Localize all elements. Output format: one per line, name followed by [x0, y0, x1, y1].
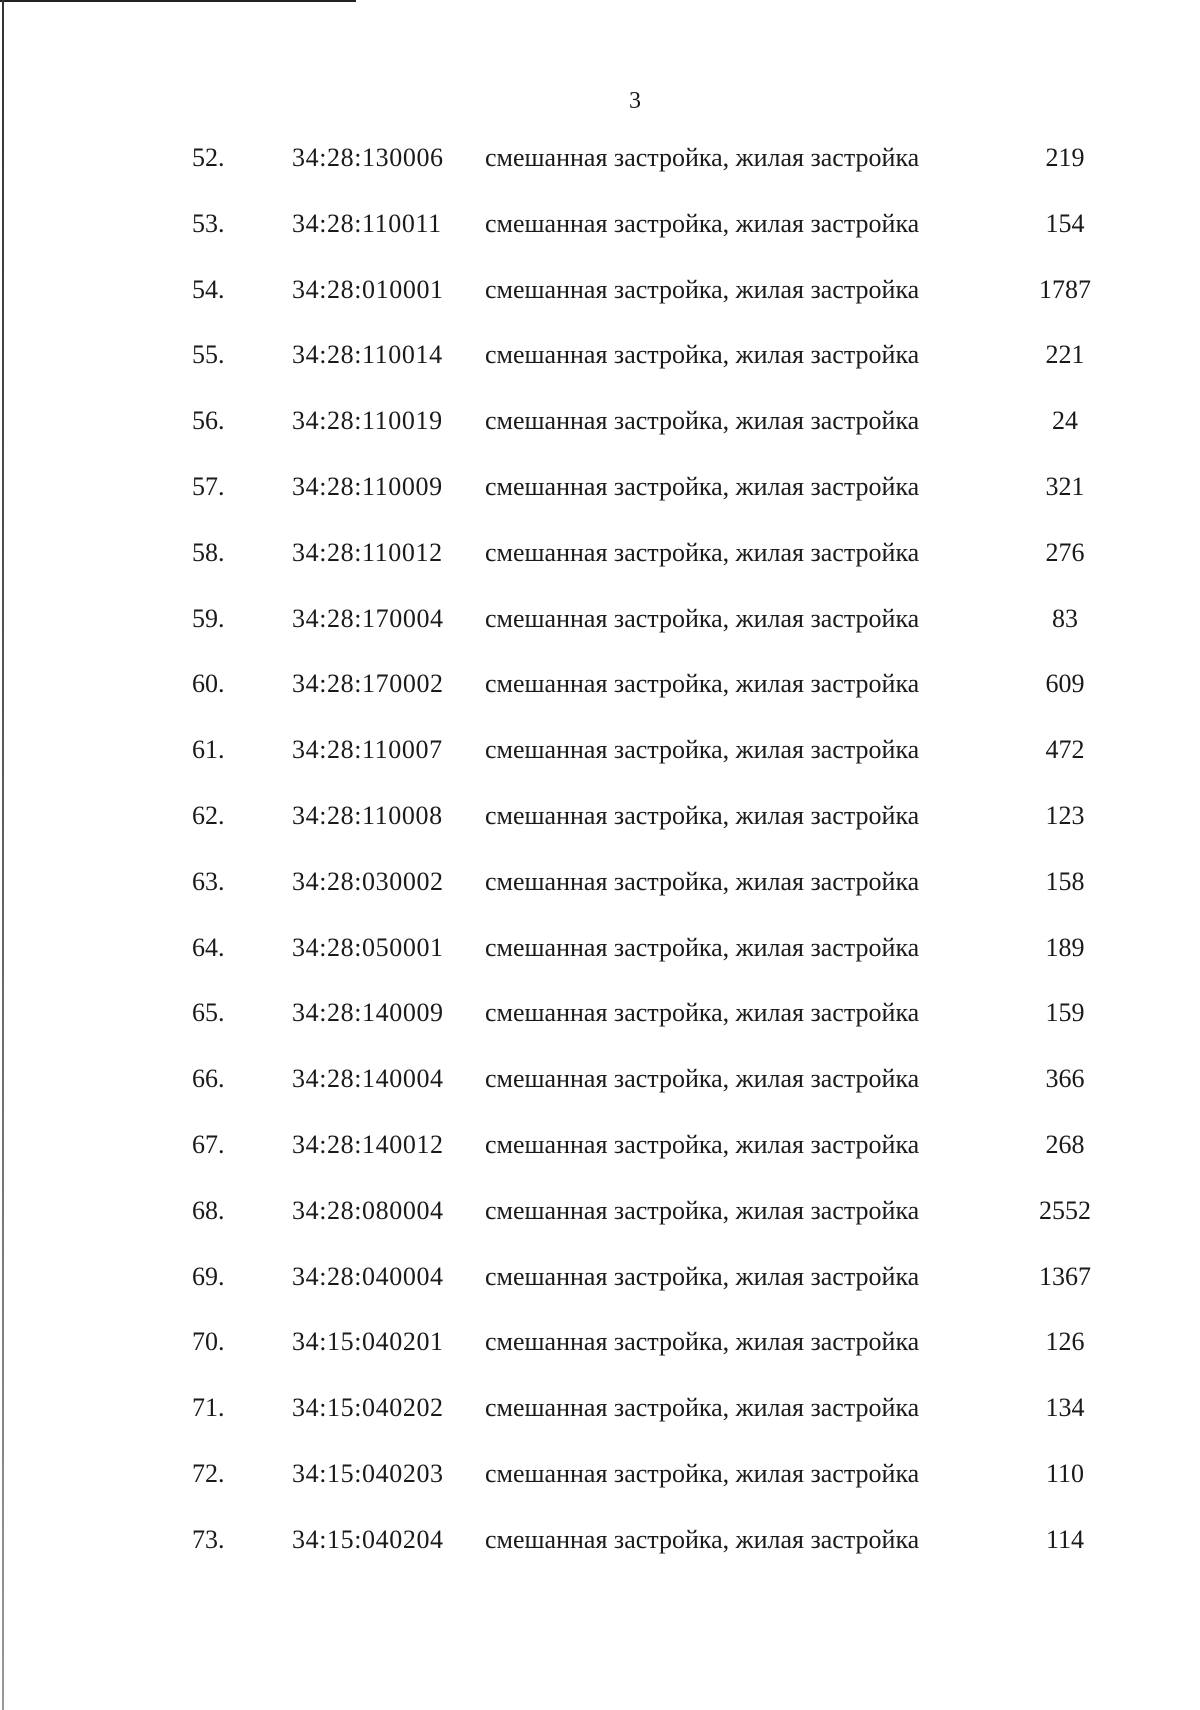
table-row: [0, 1456, 1200, 1522]
table-row: [0, 1193, 1200, 1259]
zone-description: смешанная застройка, жилая застройка: [485, 340, 920, 370]
table-row: [0, 1259, 1200, 1325]
area-value: 221: [1045, 340, 1085, 370]
table-row: [0, 995, 1200, 1061]
top-rule: [0, 0, 356, 2]
zone-description: смешанная застройка, жилая застройка: [485, 932, 920, 962]
area-value: 114: [1045, 1524, 1085, 1554]
cadastral-code: 34:28:030002: [292, 866, 444, 896]
zone-description: смешанная застройка, жилая застройка: [485, 1261, 920, 1291]
table-row: [0, 1324, 1200, 1390]
cadastral-code: 34:15:040204: [292, 1524, 444, 1554]
zone-description: смешанная застройка, жилая застройка: [485, 471, 920, 501]
cadastral-code: 34:28:110007: [292, 735, 443, 765]
cadastral-code: 34:28:110014: [292, 340, 443, 370]
area-value: 126: [1045, 1327, 1085, 1357]
cadastral-code: 34:28:130006: [292, 143, 444, 172]
cadastral-code: 34:28:170004: [292, 603, 444, 633]
cadastral-code: 34:28:080004: [292, 1195, 444, 1225]
area-value: 219: [1045, 143, 1085, 172]
row-number: 72.: [192, 1458, 225, 1488]
table-row: [0, 1522, 1200, 1588]
cadastral-code: 34:28:140009: [292, 998, 444, 1028]
cadastral-code: 34:28:110009: [292, 471, 443, 501]
zone-description: смешанная застройка, жилая застройка: [485, 669, 920, 699]
area-value: 24: [1052, 406, 1078, 436]
cadastral-table: [0, 140, 1200, 1588]
table-row: [0, 140, 1200, 206]
table-row: [0, 272, 1200, 338]
cadastral-code: 34:15:040202: [292, 1393, 444, 1423]
zone-description: смешанная застройка, жилая застройка: [485, 143, 920, 172]
area-value: 83: [1052, 603, 1078, 633]
row-number: 67.: [192, 1129, 225, 1159]
zone-description: смешанная застройка, жилая застройка: [485, 998, 920, 1028]
zone-description: смешанная застройка, жилая застройка: [485, 1524, 920, 1554]
table-row: [0, 798, 1200, 864]
area-value: 1787: [1039, 274, 1091, 304]
zone-description: смешанная застройка, жилая застройка: [485, 1064, 920, 1094]
row-number: 69.: [192, 1261, 225, 1291]
row-number: 53.: [192, 208, 225, 238]
area-value: 123: [1045, 800, 1085, 830]
row-number: 68.: [192, 1195, 225, 1225]
row-number: 56.: [192, 406, 225, 436]
row-number: 54.: [192, 274, 225, 304]
cadastral-code: 34:15:040201: [292, 1327, 444, 1357]
table-row: [0, 469, 1200, 535]
zone-description: смешанная застройка, жилая застройка: [485, 1458, 920, 1488]
row-number: 65.: [192, 998, 225, 1028]
table-row: [0, 601, 1200, 667]
zone-description: смешанная застройка, жилая застройка: [485, 603, 920, 633]
row-number: 70.: [192, 1327, 225, 1357]
table-row: [0, 930, 1200, 996]
cadastral-code: 34:28:140012: [292, 1129, 444, 1159]
cadastral-code: 34:28:110008: [292, 800, 443, 830]
area-value: 1367: [1039, 1261, 1091, 1291]
table-row: [0, 337, 1200, 403]
area-value: 154: [1045, 208, 1085, 238]
zone-description: смешанная застройка, жилая застройка: [485, 1129, 920, 1159]
page-number: 3: [629, 88, 641, 114]
area-value: 2552: [1039, 1195, 1091, 1225]
row-number: 55.: [192, 340, 225, 370]
table-row: [0, 864, 1200, 930]
cadastral-code: 34:15:040203: [292, 1458, 444, 1488]
area-value: 159: [1045, 998, 1085, 1028]
row-number: 60.: [192, 669, 225, 699]
area-value: 366: [1045, 1064, 1085, 1094]
area-value: 321: [1045, 471, 1085, 501]
cadastral-code: 34:28:110012: [292, 537, 443, 567]
row-number: 61.: [192, 735, 225, 765]
zone-description: смешанная застройка, жилая застройка: [485, 1327, 920, 1357]
table-row: [0, 666, 1200, 732]
area-value: 110: [1045, 1458, 1085, 1488]
zone-description: смешанная застройка, жилая застройка: [485, 274, 920, 304]
table-row: [0, 1127, 1200, 1193]
table-row: [0, 403, 1200, 469]
zone-description: смешанная застройка, жилая застройка: [485, 735, 920, 765]
row-number: 66.: [192, 1064, 225, 1094]
row-number: 58.: [192, 537, 225, 567]
cadastral-code: 34:28:110019: [292, 406, 443, 436]
cadastral-code: 34:28:010001: [292, 274, 444, 304]
zone-description: смешанная застройка, жилая застройка: [485, 800, 920, 830]
area-value: 189: [1045, 932, 1085, 962]
row-number: 64.: [192, 932, 225, 962]
area-value: 268: [1045, 1129, 1085, 1159]
zone-description: смешанная застройка, жилая застройка: [485, 1393, 920, 1423]
zone-description: смешанная застройка, жилая застройка: [485, 537, 920, 567]
table-row: [0, 535, 1200, 601]
cadastral-code: 34:28:050001: [292, 932, 444, 962]
row-number: 62.: [192, 800, 225, 830]
cadastral-code: 34:28:170002: [292, 669, 444, 699]
area-value: 472: [1045, 735, 1085, 765]
cadastral-code: 34:28:140004: [292, 1064, 444, 1094]
table-row: [0, 732, 1200, 798]
area-value: 158: [1045, 866, 1085, 896]
row-number: 52.: [192, 143, 225, 172]
row-number: 71.: [192, 1393, 225, 1423]
row-number: 59.: [192, 603, 225, 633]
table-row: [0, 206, 1200, 272]
area-value: 609: [1045, 669, 1085, 699]
zone-description: смешанная застройка, жилая застройка: [485, 866, 920, 896]
zone-description: смешанная застройка, жилая застройка: [485, 406, 920, 436]
row-number: 57.: [192, 471, 225, 501]
row-number: 73.: [192, 1524, 225, 1554]
cadastral-code: 34:28:110011: [292, 208, 442, 238]
cadastral-code: 34:28:040004: [292, 1261, 444, 1291]
table-row: [0, 1390, 1200, 1456]
table-row: [0, 1061, 1200, 1127]
zone-description: смешанная застройка, жилая застройка: [485, 208, 920, 238]
row-number: 63.: [192, 866, 225, 896]
zone-description: смешанная застройка, жилая застройка: [485, 1195, 920, 1225]
area-value: 134: [1045, 1393, 1085, 1423]
area-value: 276: [1045, 537, 1085, 567]
